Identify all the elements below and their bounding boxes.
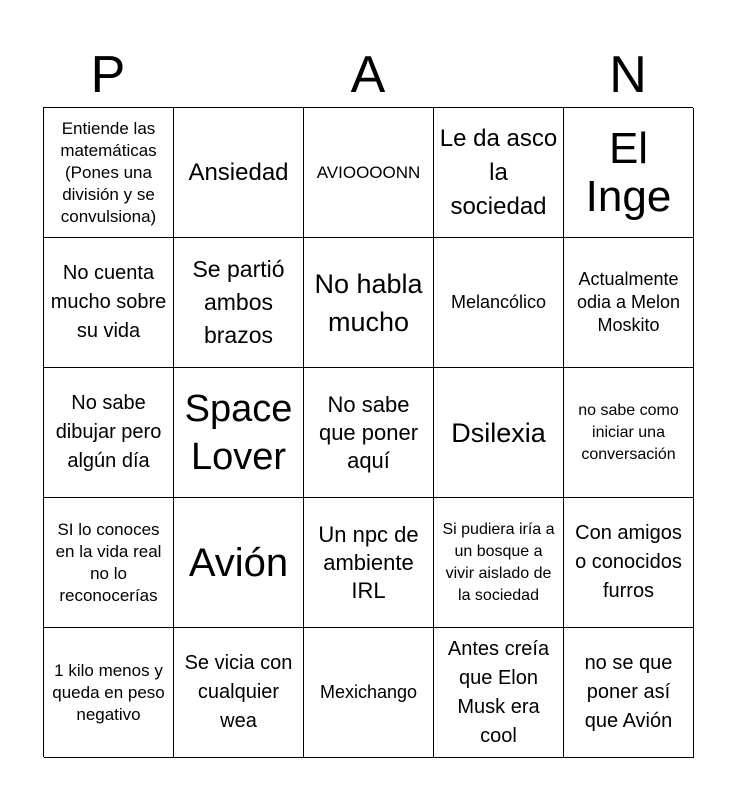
bingo-cell[interactable] (174, 238, 304, 368)
bingo-cell[interactable] (304, 368, 434, 498)
bingo-cell[interactable] (304, 628, 434, 758)
bingo-cell[interactable] (174, 108, 304, 238)
cell-text: Dsilexia (451, 417, 546, 448)
bingo-cell[interactable] (564, 368, 694, 498)
bingo-cell[interactable] (174, 498, 304, 628)
bingo-cell[interactable] (434, 628, 564, 758)
cell-text: Le da asco la sociedad (439, 124, 558, 220)
cell-text: Melancólico (450, 292, 547, 312)
cell-text: SI lo conoces en la vida real no lo reconocerías (55, 519, 162, 605)
cell-text: no se que poner así que Avión (584, 652, 673, 732)
bingo-cell[interactable] (174, 628, 304, 758)
bingo-header (43, 42, 693, 108)
cell-text: No sabe dibujar pero algún día (55, 392, 162, 472)
cell-text: Entiende las matemáticas (Pones una división y se convulsiona) (60, 118, 157, 226)
bingo-cell[interactable] (174, 368, 304, 498)
cell-text: 1 kilo menos y queda en peso negativo (52, 660, 165, 724)
bingo-cell[interactable] (434, 368, 564, 498)
bingo-cell[interactable] (434, 238, 564, 368)
bingo-cell[interactable] (44, 628, 174, 758)
cell-text: Si pudiera iría a un bosque a vivir aislado de la sociedad (442, 520, 555, 604)
bingo-cell[interactable] (304, 238, 434, 368)
header-spacer (433, 42, 563, 108)
bingo-board (43, 107, 693, 757)
header-letter-a: A (350, 46, 386, 104)
cell-text: Actualmente odia a Melon Moskito (576, 269, 681, 335)
bingo-cell[interactable] (434, 498, 564, 628)
cell-text: Un npc de ambiente IRL (318, 521, 419, 603)
bingo-cell[interactable] (44, 238, 174, 368)
bingo-cell[interactable] (304, 108, 434, 238)
header-spacer (173, 42, 303, 108)
cell-text: Con amigos o conocidos furros (575, 522, 682, 602)
cell-text: El Inge (585, 123, 672, 221)
bingo-cell[interactable] (434, 108, 564, 238)
cell-text: Avión (188, 540, 289, 585)
bingo-cell[interactable] (564, 628, 694, 758)
bingo-cell[interactable] (44, 108, 174, 238)
header-letter-n: N (609, 46, 647, 104)
cell-text: Mexichango (319, 682, 418, 702)
bingo-cell[interactable] (564, 108, 694, 238)
bingo-cell[interactable] (564, 238, 694, 368)
bingo-cell[interactable] (44, 498, 174, 628)
bingo-cell[interactable] (564, 498, 694, 628)
bingo-cell[interactable] (44, 368, 174, 498)
cell-text: Se partió ambos brazos (192, 256, 285, 348)
cell-text: Se vicia con cualquier wea (184, 652, 293, 732)
cell-text: AVIOOOONN (316, 162, 421, 182)
cell-text: Space Lover (184, 387, 293, 478)
cell-text: Antes creía que Elon Musk era cool (447, 637, 550, 747)
cell-text: No habla mucho (314, 268, 423, 337)
header-letter-p: P (90, 46, 126, 104)
cell-text: No sabe que poner aquí (318, 391, 419, 473)
cell-text: Ansiedad (188, 158, 289, 186)
cell-text: No cuenta mucho sobre su vida (50, 262, 167, 342)
cell-text: no sabe como iniciar una conversación (578, 401, 679, 463)
bingo-cell[interactable] (304, 498, 434, 628)
